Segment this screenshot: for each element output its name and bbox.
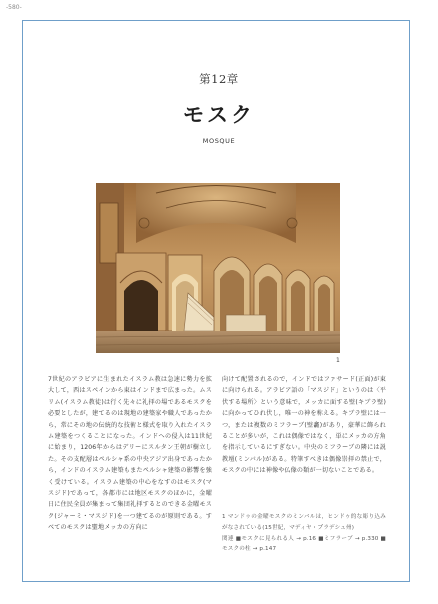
related-links: 関連 ■モスクに見られる人 → p.16 ■ミフラーブ → p.330 ■モスクの柱 → p.147 bbox=[222, 535, 386, 553]
photo-caption: 1 マンドゥの金曜モスクのミンバルは，ヒンドゥ的な彫り込みがなされている(15世紀，マディヤ・プラデシュ州) bbox=[222, 514, 386, 531]
page-subtitle: MOSQUE bbox=[202, 137, 236, 145]
mosque-photo-illustration bbox=[96, 183, 340, 353]
photo-number: 1 bbox=[336, 357, 340, 364]
mosque-interior-photo bbox=[96, 183, 340, 353]
body-text-left-column: 7世紀のアラビアに生まれたイスラム教は急速に勢力を拡大して，西はスペインから東はインドまで広まった。ムスリム(イスラム教徒)は行く先々に礼拝の場であるモスクを必要としたが，建てるのは現地の建築家や職人であったから，常にその地の伝統的な技術と様式を取り入れたイスラム建築をつくることになった。インドへの侵入は11世紀に始まり，1206年からはデリーにスルタン王朝が樹立した。その支配層はペルシャ系の中央アジア出身であったから，インドのイスラム建築もまたペルシャ建築の影響を強く受けている。イスラム建築の中心をなすのはモスク(マスジド)であって，各都市には地区モスクのほかに，金曜日に住民全員が集まって集団礼拝するとのできる金曜モスク(ジャーミ・マスジド)を一つ建てるのが原則である。すべてのモスクは聖地メッカの方向に bbox=[48, 376, 212, 532]
chapter-label: 第12章 bbox=[199, 72, 239, 86]
page-number: -580- bbox=[6, 4, 22, 11]
body-text-right-column-container bbox=[222, 374, 386, 555]
body-text-right-column: 向けて配置されるので，インドではファサード(正面)が東に向けられる。アラビア語の「マスジド」というのは〈平伏する場所〉という意味で，メッカに面する壁(キブラ壁)に向かってひれ伏し，唯一の神を称える。キブラ壁には一つ，または複数のミフラーブ(壁龕)があり，豪華に飾られることが多いが，これは偶像ではなく，単にメッカの方角を指示しているにすぎない。中央のミフラーブの隣には説教壇(ミンバル)がある。特筆すべきは偶像崇拝の禁止で，モスクの中には神像や仏像の類が一切ないことである。 bbox=[222, 376, 386, 475]
page-title: モスク bbox=[183, 102, 255, 127]
